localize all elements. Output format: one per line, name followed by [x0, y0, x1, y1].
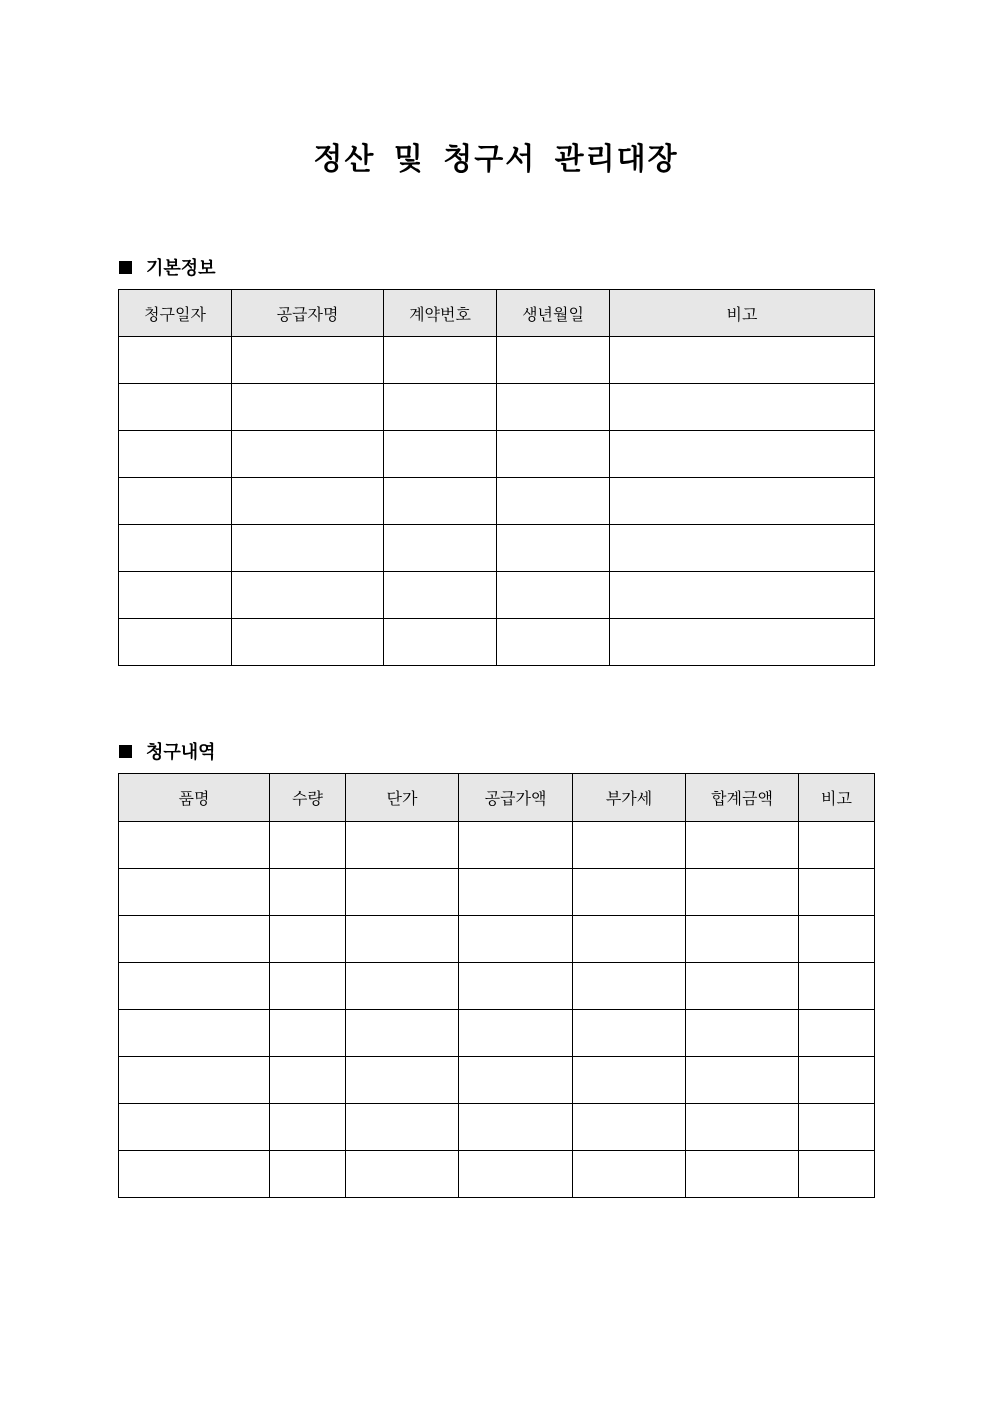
table-cell[interactable] [270, 1010, 346, 1057]
claim-details-row [119, 916, 875, 963]
table-cell[interactable] [610, 431, 875, 478]
table-cell[interactable] [799, 869, 875, 916]
basic-info-row [119, 525, 875, 572]
table-cell[interactable] [119, 337, 232, 384]
basic-info-row [119, 619, 875, 666]
table-cell[interactable] [346, 1057, 459, 1104]
basic-info-row [119, 572, 875, 619]
table-cell[interactable] [270, 916, 346, 963]
table-cell[interactable] [270, 869, 346, 916]
table-cell[interactable] [497, 525, 610, 572]
table-cell[interactable] [573, 869, 686, 916]
table-cell[interactable] [119, 916, 270, 963]
claim-details-row [119, 869, 875, 916]
table-cell[interactable] [459, 1057, 573, 1104]
table-cell[interactable] [346, 1010, 459, 1057]
table-cell[interactable] [497, 478, 610, 525]
claim-details-heading-label: 청구내역 [146, 742, 216, 763]
table-cell[interactable] [459, 869, 573, 916]
table-cell[interactable] [497, 572, 610, 619]
table-cell[interactable] [686, 916, 799, 963]
basic-info-header-row [119, 290, 875, 337]
table-cell[interactable] [610, 478, 875, 525]
basic-info-row [119, 384, 875, 431]
square-bullet-icon [119, 261, 132, 274]
table-cell[interactable] [610, 619, 875, 666]
table-cell[interactable] [119, 1010, 270, 1057]
table-cell[interactable] [270, 963, 346, 1010]
table-cell[interactable] [573, 822, 686, 869]
table-cell[interactable] [119, 1104, 270, 1151]
table-cell[interactable] [119, 822, 270, 869]
table-cell[interactable] [119, 963, 270, 1010]
claim-details-row [119, 963, 875, 1010]
table-cell[interactable] [232, 619, 384, 666]
table-cell[interactable] [232, 384, 384, 431]
table-cell[interactable] [497, 337, 610, 384]
table-cell[interactable] [459, 1151, 573, 1198]
table-cell[interactable] [459, 1104, 573, 1151]
table-cell[interactable] [497, 619, 610, 666]
column-header-total-amount: 합계금액 [686, 774, 799, 822]
claim-details-row [119, 822, 875, 869]
table-cell[interactable] [497, 384, 610, 431]
table-cell[interactable] [686, 1057, 799, 1104]
table-cell[interactable] [119, 1151, 270, 1198]
claim-details-row [119, 1010, 875, 1057]
table-cell[interactable] [232, 337, 384, 384]
column-header-supplier-name: 공급자명 [232, 290, 384, 337]
document-title: 정산 및 청구서 관리대장 [313, 142, 679, 177]
table-cell[interactable] [384, 337, 497, 384]
table-cell[interactable] [270, 1151, 346, 1198]
column-header-contract-number: 계약번호 [384, 290, 497, 337]
table-cell[interactable] [119, 384, 232, 431]
table-cell[interactable] [686, 869, 799, 916]
table-cell[interactable] [686, 1104, 799, 1151]
square-bullet-icon [119, 745, 132, 758]
table-cell[interactable] [459, 916, 573, 963]
claim-details-row [119, 1104, 875, 1151]
table-cell[interactable] [799, 1010, 875, 1057]
claim-details-heading [119, 738, 216, 764]
table-cell[interactable] [384, 619, 497, 666]
column-header-item-name: 품명 [119, 774, 270, 822]
column-header-birth-date: 생년월일 [497, 290, 610, 337]
table-cell[interactable] [799, 1057, 875, 1104]
table-cell[interactable] [459, 1010, 573, 1057]
table-cell[interactable] [610, 525, 875, 572]
claim-details-body [119, 822, 875, 1198]
table-cell[interactable] [270, 1104, 346, 1151]
table-cell[interactable] [610, 337, 875, 384]
table-cell[interactable] [686, 963, 799, 1010]
table-cell[interactable] [119, 1057, 270, 1104]
table-cell[interactable] [232, 478, 384, 525]
table-cell[interactable] [119, 525, 232, 572]
table-cell[interactable] [686, 1010, 799, 1057]
table-cell[interactable] [270, 822, 346, 869]
table-cell[interactable] [119, 572, 232, 619]
basic-info-heading-label: 기본정보 [146, 258, 216, 279]
column-header-quantity: 수량 [270, 774, 346, 822]
table-cell[interactable] [686, 822, 799, 869]
table-cell[interactable] [573, 916, 686, 963]
column-header-claim-date: 청구일자 [119, 290, 232, 337]
table-cell[interactable] [346, 1151, 459, 1198]
table-cell[interactable] [384, 384, 497, 431]
table-cell[interactable] [346, 916, 459, 963]
table-cell[interactable] [799, 1104, 875, 1151]
table-cell[interactable] [232, 525, 384, 572]
table-cell[interactable] [346, 963, 459, 1010]
basic-info-table [118, 289, 875, 666]
table-cell[interactable] [119, 869, 270, 916]
claim-details-row [119, 1057, 875, 1104]
table-cell[interactable] [459, 963, 573, 1010]
basic-info-heading [119, 254, 216, 280]
basic-info-body [119, 337, 875, 666]
table-cell[interactable] [573, 1104, 686, 1151]
table-cell[interactable] [232, 431, 384, 478]
table-cell[interactable] [119, 619, 232, 666]
column-header-remarks: 비고 [610, 290, 875, 337]
column-header-remarks: 비고 [799, 774, 875, 822]
column-header-supply-amount: 공급가액 [459, 774, 573, 822]
table-cell[interactable] [686, 1151, 799, 1198]
table-cell[interactable] [799, 1151, 875, 1198]
claim-details-header-row [119, 774, 875, 822]
table-cell[interactable] [573, 1057, 686, 1104]
table-cell[interactable] [610, 572, 875, 619]
table-cell[interactable] [799, 963, 875, 1010]
table-cell[interactable] [384, 478, 497, 525]
table-cell[interactable] [270, 1057, 346, 1104]
table-cell[interactable] [384, 431, 497, 478]
table-cell[interactable] [573, 963, 686, 1010]
basic-info-row [119, 337, 875, 384]
column-header-unit-price: 단가 [346, 774, 459, 822]
table-cell[interactable] [384, 525, 497, 572]
basic-info-row [119, 478, 875, 525]
table-cell[interactable] [346, 869, 459, 916]
table-cell[interactable] [346, 822, 459, 869]
table-cell[interactable] [573, 1151, 686, 1198]
table-cell[interactable] [459, 822, 573, 869]
table-cell[interactable] [497, 431, 610, 478]
claim-details-row [119, 1151, 875, 1198]
basic-info-row [119, 431, 875, 478]
table-cell[interactable] [573, 1010, 686, 1057]
table-cell[interactable] [232, 572, 384, 619]
claim-details-table [118, 773, 875, 1198]
table-cell[interactable] [346, 1104, 459, 1151]
table-cell[interactable] [119, 478, 232, 525]
table-cell[interactable] [384, 572, 497, 619]
column-header-vat: 부가세 [573, 774, 686, 822]
table-cell[interactable] [610, 384, 875, 431]
table-cell[interactable] [799, 822, 875, 869]
table-cell[interactable] [799, 916, 875, 963]
table-cell[interactable] [119, 431, 232, 478]
